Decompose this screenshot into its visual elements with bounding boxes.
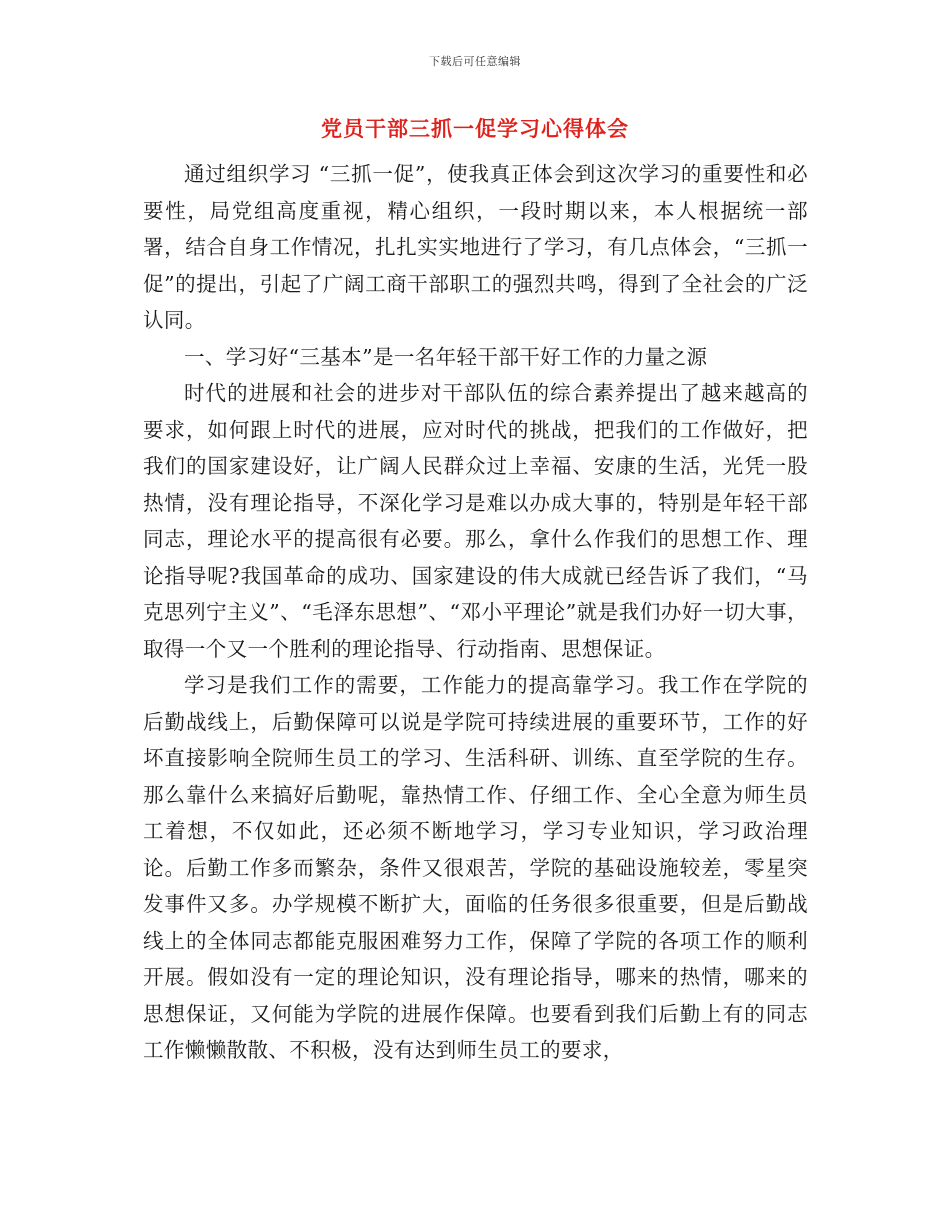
section-heading: 一、学习好“三基本”是一名年轻干部干好工作的力量之源 (184, 344, 708, 369)
paragraph-theory: 时代的进展和社会的进步对干部队伍的综合素养提出了越来越高的要求，如何跟上时代的进展，应对时代的挑战，把我们的工作做好，把我们的国家建设好，让广阔人民群众过上幸福、安康的生活，光凭一股热情，没有理论指导，不深化学习是难以办成大事的，特别是年轻干部同志，理论水平的提高很有必要。那么，拿什么作我们的思想工作、理论指导呢?我国革命的成功、国家建设的伟大成就已经告诉了我们，“马克思列宁主义”、“毛泽东思想”、“邓小平理论”就是我们办好一切大事，取得一个又一个胜利的理论指导、行动指南、思想保证。 (143, 381, 808, 661)
header-note: 下载后可任意编辑 (429, 55, 521, 68)
paragraph-logistics: 学习是我们工作的需要，工作能力的提高靠学习。我工作在学院的后勤战线上，后勤保障可以说是学院可持续进展的重要环节，工作的好坏直接影响全院师生员工的学习、生活科研、训练、直至学院的生存。那么靠什么来搞好后勤呢，靠热情工作、仔细工作、全心全意为师生员工着想，不仅如此，还必须不断地学习，学习专业知识，学习政治理论。后勤工作多而繁杂，条件又很艰苦，学院的基础设施较差，零星突发事件又多。办学规模不断扩大，面临的任务很多很重要，但是后勤战线上的全体同志都能克服困难努力工作，保障了学院的各项工作的顺利开展。假如没有一定的理论知识，没有理论指导，哪来的热情，哪来的思想保证，又何能为学院的进展作保障。也要看到我们后勤上有的同志工作懒懒散散、不积极，没有达到师生员工的要求， (143, 673, 808, 1062)
document-body (143, 156, 808, 1069)
document-title: 党员干部三抓一促学习心得体会 (321, 116, 629, 141)
paragraph-intro: 通过组织学习 “三抓一促”，使我真正体会到这次学习的重要性和必要性，局党组高度重视，精心组织，一段时期以来，本人根据统一部署，结合自身工作情况，扎扎实实地进行了学习，有几点体会，“三抓一促”的提出，引起了广阔工商干部职工的强烈共鸣，得到了全社会的广泛认同。 (143, 162, 808, 332)
